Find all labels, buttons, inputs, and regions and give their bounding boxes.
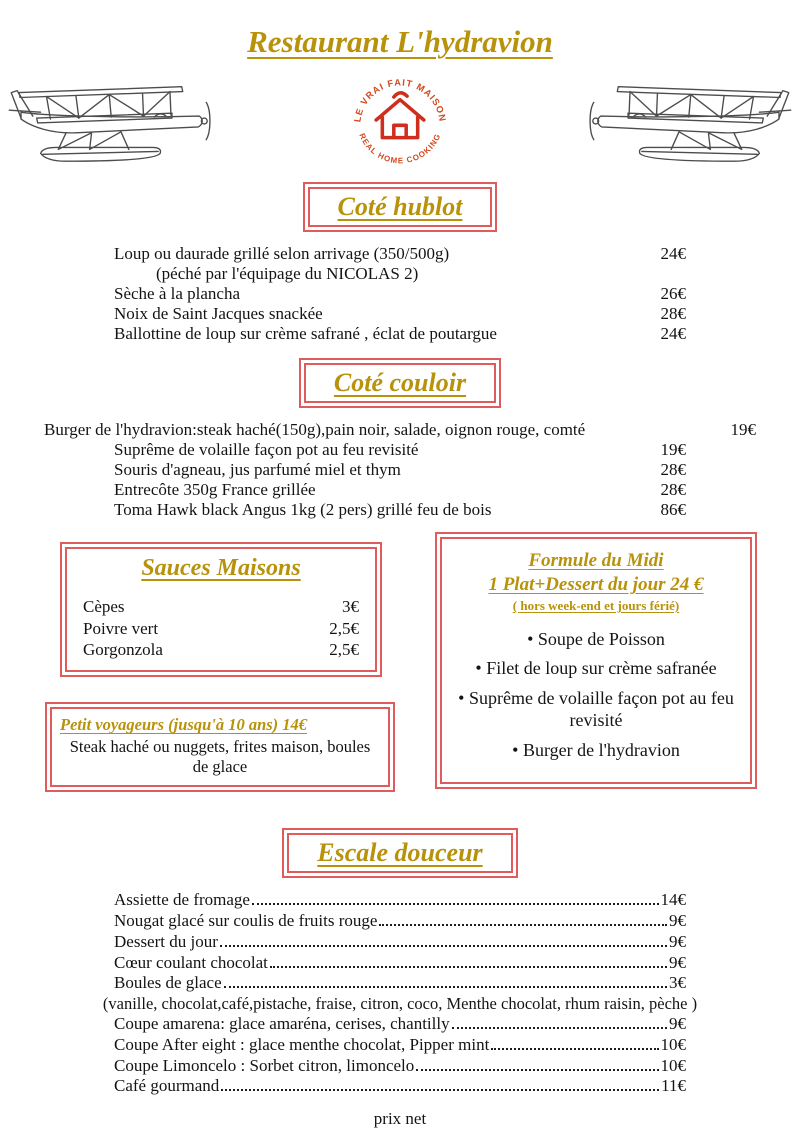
section-hublot-box [303, 182, 498, 232]
formule-item: • Soupe de Poisson [456, 628, 736, 651]
menu-item-price: 3€ [342, 597, 359, 617]
menu-item-price: 28€ [660, 460, 686, 480]
section-desserts-title: Escale douceur [317, 838, 483, 868]
menu-item-note: (péché par l'équipage du NICOLAS 2) [156, 264, 419, 284]
menu-item-price: 86€ [660, 500, 686, 520]
sauces-box [60, 542, 382, 677]
menu-item-name: Nougat glacé sur coulis de fruits rouge [114, 911, 378, 931]
home-cooking-logo [334, 67, 466, 173]
formule-item: • Filet de loup sur crème safranée [456, 657, 736, 680]
sauces-list [79, 596, 363, 660]
menu-item-name: Cœur coulant chocolat [114, 952, 268, 972]
dot-leader [220, 945, 667, 947]
menu-item-name: Gorgonzola [83, 639, 163, 659]
dot-leader [416, 1069, 658, 1071]
seaplane-left-illustration [6, 73, 234, 171]
menu-item-name: Coupe Limoncelo : Sorbet citron, limoncelo [114, 1055, 415, 1075]
menu-item-name: Café gourmand [114, 1076, 220, 1096]
menu-item-price: 9€ [669, 911, 686, 931]
middle-boxes [0, 532, 800, 818]
menu-item-name: Ballottine de loup sur crème safrané , éclat de poutargue [114, 324, 497, 344]
menu-item-price: 2,5€ [329, 618, 359, 638]
menu-item [114, 932, 686, 953]
sauces-title: Sauces Maisons [141, 555, 301, 582]
menu-item-price: 19€ [730, 420, 756, 440]
menu-item-price: 2,5€ [329, 639, 359, 659]
menu-item [83, 618, 359, 639]
menu-item-name: Boules de glace [114, 973, 222, 993]
menu-item [44, 420, 756, 440]
menu-item-price: 19€ [660, 440, 686, 460]
formule-midi-box [435, 532, 757, 789]
dot-leader [270, 966, 667, 968]
menu-item-name: Poivre vert [83, 618, 159, 638]
formule-subtitle: 1 Plat+Dessert du jour 24 € [488, 574, 704, 596]
menu-item [114, 1014, 686, 1035]
menu-item-name: Coupe amarena: glace amaréna, cerises, chantilly [114, 1014, 450, 1034]
ice-cream-flavors-note: (vanille, chocolat,café,pistache, fraise, citron, coco, Menthe chocolat, rhum raisin, pèche ) [102, 994, 698, 1014]
section-desserts-box [282, 828, 517, 878]
menu-item [83, 639, 359, 660]
menu-item-name: Cèpes [83, 597, 125, 617]
formule-item: • Burger de l'hydravion [456, 739, 736, 762]
menu-item [114, 890, 686, 911]
menu-item-name: Sèche à la plancha [114, 284, 241, 304]
restaurant-title: Restaurant L'hydravion [247, 24, 553, 59]
formule-title: Formule du Midi [528, 550, 664, 572]
house-icon [376, 93, 424, 138]
dessert-list [102, 890, 698, 1097]
menu-item-name: Dessert du jour [114, 931, 218, 951]
dot-leader [452, 1027, 667, 1029]
menu-item-price: 24€ [660, 324, 686, 344]
menu-item-name: Souris d'agneau, jus parfumé miel et thym [114, 460, 401, 480]
menu-item-price: 14€ [660, 890, 686, 910]
menu-item [114, 440, 686, 460]
menu-item-price: 10€ [660, 1055, 686, 1075]
menu-item-name: Burger de l'hydravion:steak haché(150g),pain noir, salade, oignon rouge, comté [44, 420, 586, 440]
formule-list [450, 628, 742, 762]
couloir-list [44, 420, 756, 520]
menu-item-name: Suprême de volaille façon pot au feu revisité [114, 440, 419, 460]
menu-item-price: 28€ [660, 304, 686, 324]
kids-menu-description: Steak haché ou nuggets, frites maison, boules de glace [69, 737, 371, 777]
menu-item-price: 9€ [669, 1014, 686, 1034]
menu-item-price: 9€ [669, 952, 686, 972]
section-couloir-box [299, 358, 501, 408]
seaplane-right-illustration [566, 73, 794, 171]
menu-item [114, 284, 686, 304]
menu-item [83, 596, 359, 617]
logo-bottom-text: REAL HOME COOKING [357, 131, 443, 166]
dot-leader [224, 986, 667, 988]
dot-leader [252, 903, 659, 905]
logo-top-text: LE VRAI FAIT MAISON [352, 77, 448, 123]
formule-item: • Suprême de volaille façon pot au feu revisité [456, 687, 736, 732]
menu-item-name: Entrecôte 350g France grillée [114, 480, 316, 500]
hublot-list [114, 244, 686, 344]
menu-item-price: 11€ [661, 1076, 686, 1096]
menu-item-price: 10€ [660, 1035, 686, 1054]
dot-leader [221, 1089, 659, 1091]
kids-menu-title: Petit voyageurs (jusqu'à 10 ans) 14€ [60, 715, 308, 735]
dot-leader [379, 924, 667, 926]
menu-item [114, 1035, 686, 1056]
menu-item [114, 973, 686, 994]
section-couloir-title: Coté couloir [333, 368, 467, 398]
menu-item [114, 244, 686, 264]
menu-item [114, 500, 686, 520]
menu-item-price: 24€ [660, 244, 686, 263]
kids-menu-box [45, 702, 395, 792]
header-illustrations [0, 68, 800, 176]
menu-item-name: Loup ou daurade grillé selon arrivage (350/500g) [114, 244, 450, 263]
menu-item-name: Coupe After eight : glace menthe chocolat, Pipper mint [114, 1035, 490, 1054]
menu-item [114, 304, 686, 324]
menu-item [114, 1056, 686, 1077]
section-hublot-title: Coté hublot [337, 192, 463, 221]
menu-item-name: Assiette de fromage [114, 890, 250, 910]
dot-leader [491, 1048, 658, 1050]
menu-item-name: Toma Hawk black Angus 1kg (2 pers) grillé feu de bois [114, 500, 492, 520]
menu-item-price: 26€ [660, 284, 686, 304]
menu-item-price: 3€ [669, 973, 686, 993]
formule-note: ( hors week-end et jours férié) [512, 597, 680, 613]
menu-item [114, 480, 686, 500]
menu-item-name: Noix de Saint Jacques snackée [114, 304, 323, 324]
price-net-note: prix net [373, 1109, 427, 1129]
menu-item [114, 911, 686, 932]
menu-item-price: 28€ [660, 480, 686, 500]
menu-item [114, 460, 686, 480]
menu-item [114, 324, 686, 344]
menu-item [114, 953, 686, 974]
menu-item-price: 9€ [669, 931, 686, 951]
menu-item [114, 1076, 686, 1097]
